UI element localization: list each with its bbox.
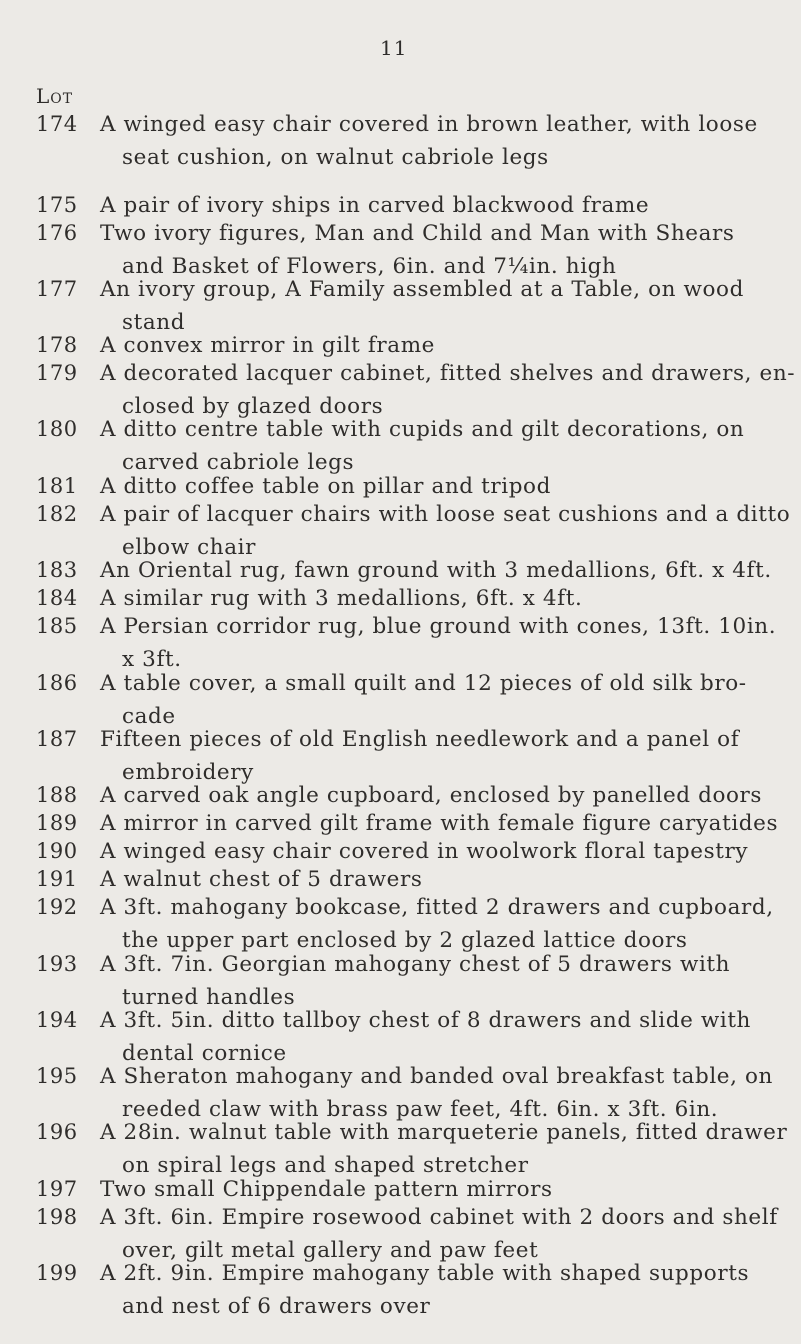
lot-description-line: A ditto coffee table on pillar and tripod	[100, 474, 551, 499]
lot-number: 185	[36, 614, 78, 638]
lot-number: 182	[36, 502, 78, 526]
lot-number: 197	[36, 1177, 78, 1201]
lot-description-line: seat cushion, on walnut cabriole legs	[122, 145, 549, 170]
lot-description-line: A 3ft. 7in. Georgian mahogany chest of 5 drawers with	[100, 952, 731, 977]
lot-description-line: A 28in. walnut table with marqueterie panels, fitted drawer	[100, 1120, 788, 1145]
lot-description-line: A convex mirror in gilt frame	[100, 333, 436, 358]
lot-number: 175	[36, 193, 78, 217]
lot-number: 191	[36, 867, 78, 891]
lot-description-line: Two ivory figures, Man and Child and Man with Shears	[100, 221, 735, 246]
lot-description-line: A similar rug with 3 medallions, 6ft. x 4ft.	[100, 586, 583, 611]
lot-description-line: A Persian corridor rug, blue ground with cones, 13ft. 10in.	[100, 614, 777, 639]
lot-description-line: the upper part enclosed by 2 glazed lattice doors	[122, 928, 688, 953]
lot-description-line: A pair of ivory ships in carved blackwood frame	[100, 193, 650, 218]
lot-number: 187	[36, 727, 78, 751]
lot-number: 183	[36, 558, 78, 582]
lot-number: 199	[36, 1261, 78, 1285]
lot-number: 181	[36, 474, 78, 498]
lot-description-line: An Oriental rug, fawn ground with 3 medallions, 6ft. x 4ft.	[100, 558, 772, 583]
lot-number: 174	[36, 112, 78, 136]
lot-description-line: reeded claw with brass paw feet, 4ft. 6in. x 3ft. 6in.	[122, 1097, 719, 1122]
lot-description-line: x 3ft.	[122, 647, 182, 672]
page-number: 11	[380, 36, 408, 60]
lot-description-line: cade	[122, 704, 176, 729]
lot-description	[100, 108, 780, 174]
lot-description-line: A ditto centre table with cupids and gilt decorations, on	[100, 417, 745, 442]
lot-description-line: A carved oak angle cupboard, enclosed by panelled doors	[100, 783, 763, 808]
lot-description-line: Fifteen pieces of old English needlework and a panel of	[100, 727, 740, 752]
lot-description-line: A table cover, a small quilt and 12 pieces of old silk bro-	[100, 671, 747, 696]
lot-description-line: carved cabriole legs	[122, 450, 355, 475]
lot-description-line: A Sheraton mahogany and banded oval breakfast table, on	[100, 1064, 773, 1089]
lot-number: 179	[36, 361, 78, 385]
lot-description-line: on spiral legs and shaped stretcher	[122, 1153, 529, 1178]
lot-number: 193	[36, 952, 78, 976]
lot-description-line: A decorated lacquer cabinet, fitted shelves and drawers, en-	[100, 361, 796, 386]
lot-description-line: A 3ft. 5in. ditto tallboy chest of 8 drawers and slide with	[100, 1008, 752, 1033]
lot-description-line: A mirror in carved gilt frame with female figure caryatides	[100, 811, 779, 836]
lot-number: 195	[36, 1064, 78, 1088]
lot-description-line: A pair of lacquer chairs with loose seat cushions and a ditto	[100, 502, 791, 527]
lot-description-line: dental cornice	[122, 1041, 287, 1066]
lot-number: 176	[36, 221, 78, 245]
lot-description-line: A 3ft. mahogany bookcase, fitted 2 drawers and cupboard,	[100, 895, 774, 920]
lot-number: 177	[36, 277, 78, 301]
lot-number: 194	[36, 1008, 78, 1032]
lot-description-line: A 3ft. 6in. Empire rosewood cabinet with 2 doors and shelf	[100, 1205, 778, 1230]
lot-description-line: turned handles	[122, 985, 296, 1010]
lot-number: 192	[36, 895, 78, 919]
lot-description-line: Two small Chippendale pattern mirrors	[100, 1177, 553, 1202]
lot-number: 190	[36, 839, 78, 863]
lot-number: 188	[36, 783, 78, 807]
lot-number: 189	[36, 811, 78, 835]
lot-description-line: stand	[122, 310, 186, 335]
lot-description-line: A winged easy chair covered in brown leather, with loose	[100, 112, 758, 137]
lot-number: 186	[36, 671, 78, 695]
lot-description	[100, 1257, 780, 1323]
lot-number: 178	[36, 333, 78, 357]
lot-number: 198	[36, 1205, 78, 1229]
lot-description-line: A winged easy chair covered in woolwork floral tapestry	[100, 839, 749, 864]
lot-description-line: embroidery	[122, 760, 254, 785]
lot-description-line: A walnut chest of 5 drawers	[100, 867, 423, 892]
lot-description-line: closed by glazed doors	[122, 394, 384, 419]
lot-description-line: and Basket of Flowers, 6in. and 7¼in. high	[122, 254, 617, 279]
lot-description-line: and nest of 6 drawers over	[122, 1294, 431, 1319]
lot-column-header: Lot	[36, 84, 74, 108]
lot-description-line: over, gilt metal gallery and paw feet	[122, 1238, 539, 1263]
lot-number: 196	[36, 1120, 78, 1144]
lot-number: 180	[36, 417, 78, 441]
lot-description-line: elbow chair	[122, 535, 257, 560]
lot-description-line: A 2ft. 9in. Empire mahogany table with shaped supports	[100, 1261, 750, 1286]
lot-description-line: An ivory group, A Family assembled at a Table, on wood	[100, 277, 744, 302]
lot-number: 184	[36, 586, 78, 610]
